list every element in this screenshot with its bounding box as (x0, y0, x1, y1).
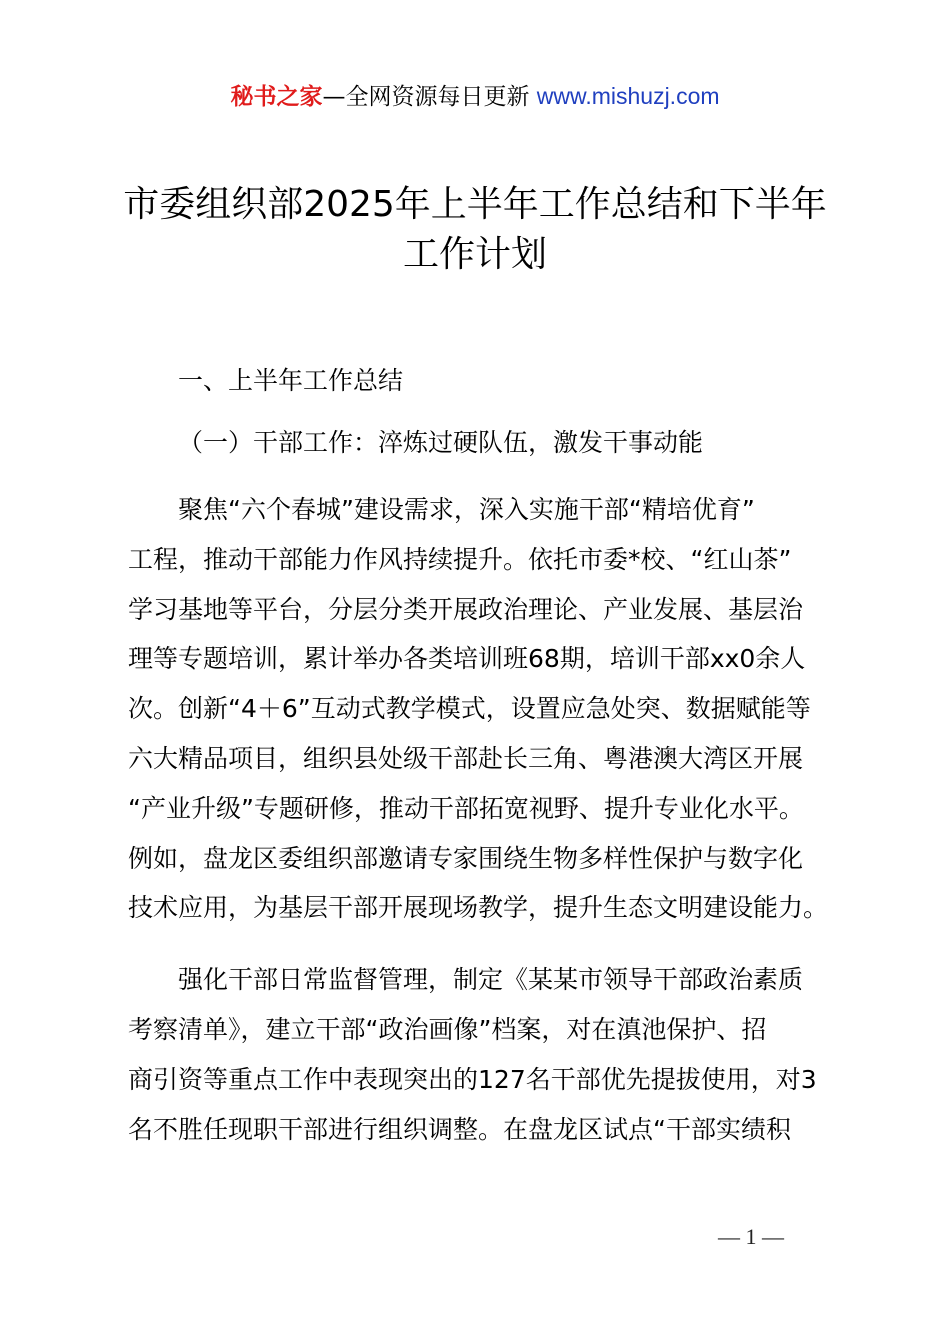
site-header (0, 80, 950, 113)
paragraph-line: 六大精品项目，组织县处级干部赴长三角、粤港澳大湾区开展 (128, 743, 804, 773)
document-title (60, 180, 890, 280)
subsection-heading: （一）干部工作：淬炼过硬队伍，激发干事动能 (178, 428, 704, 457)
title-line-1: 市委组织部2025年上半年工作总结和下半年 (123, 184, 827, 225)
paragraph-line: “产业升级”专题研修，推动干部拓宽视野、提升专业化水平。 (128, 793, 804, 823)
paragraph-cadre-training (128, 485, 838, 933)
paragraph-line: 名不胜任现职干部进行组织调整。在盘龙区试点“干部实绩积 (128, 1114, 791, 1144)
site-url-link[interactable]: www.mishuzj.com (536, 83, 720, 109)
paragraph-line: 理等专题培训，累计举办各类培训班68期，培训干部xx0余人 (128, 644, 806, 674)
paragraph-line: 工程，推动干部能力作风持续提升。依托市委*校、“红山茶” (128, 544, 792, 574)
paragraph-line: 技术应用，为基层干部开展现场教学，提升生态文明建设能力。 (128, 893, 829, 923)
paragraph-line: 聚焦“六个春城”建设需求，深入实施干部“精培优育” (178, 495, 755, 524)
paragraph-line: 例如，盘龙区委组织部邀请专家围绕生物多样性保护与数字化 (128, 843, 804, 873)
page-number: — 1 — (718, 1224, 784, 1249)
brand-name: 秘书之家 (230, 84, 323, 110)
title-line-2: 工作计划 (402, 234, 547, 275)
paragraph-line: 强化干部日常监督管理，制定《某某市领导干部政治素质 (178, 965, 804, 995)
paragraph-line: 考察清单》，建立干部“政治画像”档案，对在滇池保护、招 (128, 1014, 767, 1044)
paragraph-line: 次。创新“4＋6”互动式教学模式，设置应急处突、数据赋能等 (128, 694, 811, 724)
header-tagline: —全网资源每日更新 (322, 84, 530, 110)
paragraph-cadre-supervision (128, 955, 838, 1154)
paragraph-line: 学习基地等平台，分层分类开展政治理论、产业发展、基层治 (128, 594, 804, 624)
section-heading: 一、上半年工作总结 (178, 366, 404, 395)
paragraph-line: 商引资等重点工作中表现突出的127名干部优先提拔使用，对3 (128, 1064, 817, 1094)
document-body (128, 361, 838, 1154)
